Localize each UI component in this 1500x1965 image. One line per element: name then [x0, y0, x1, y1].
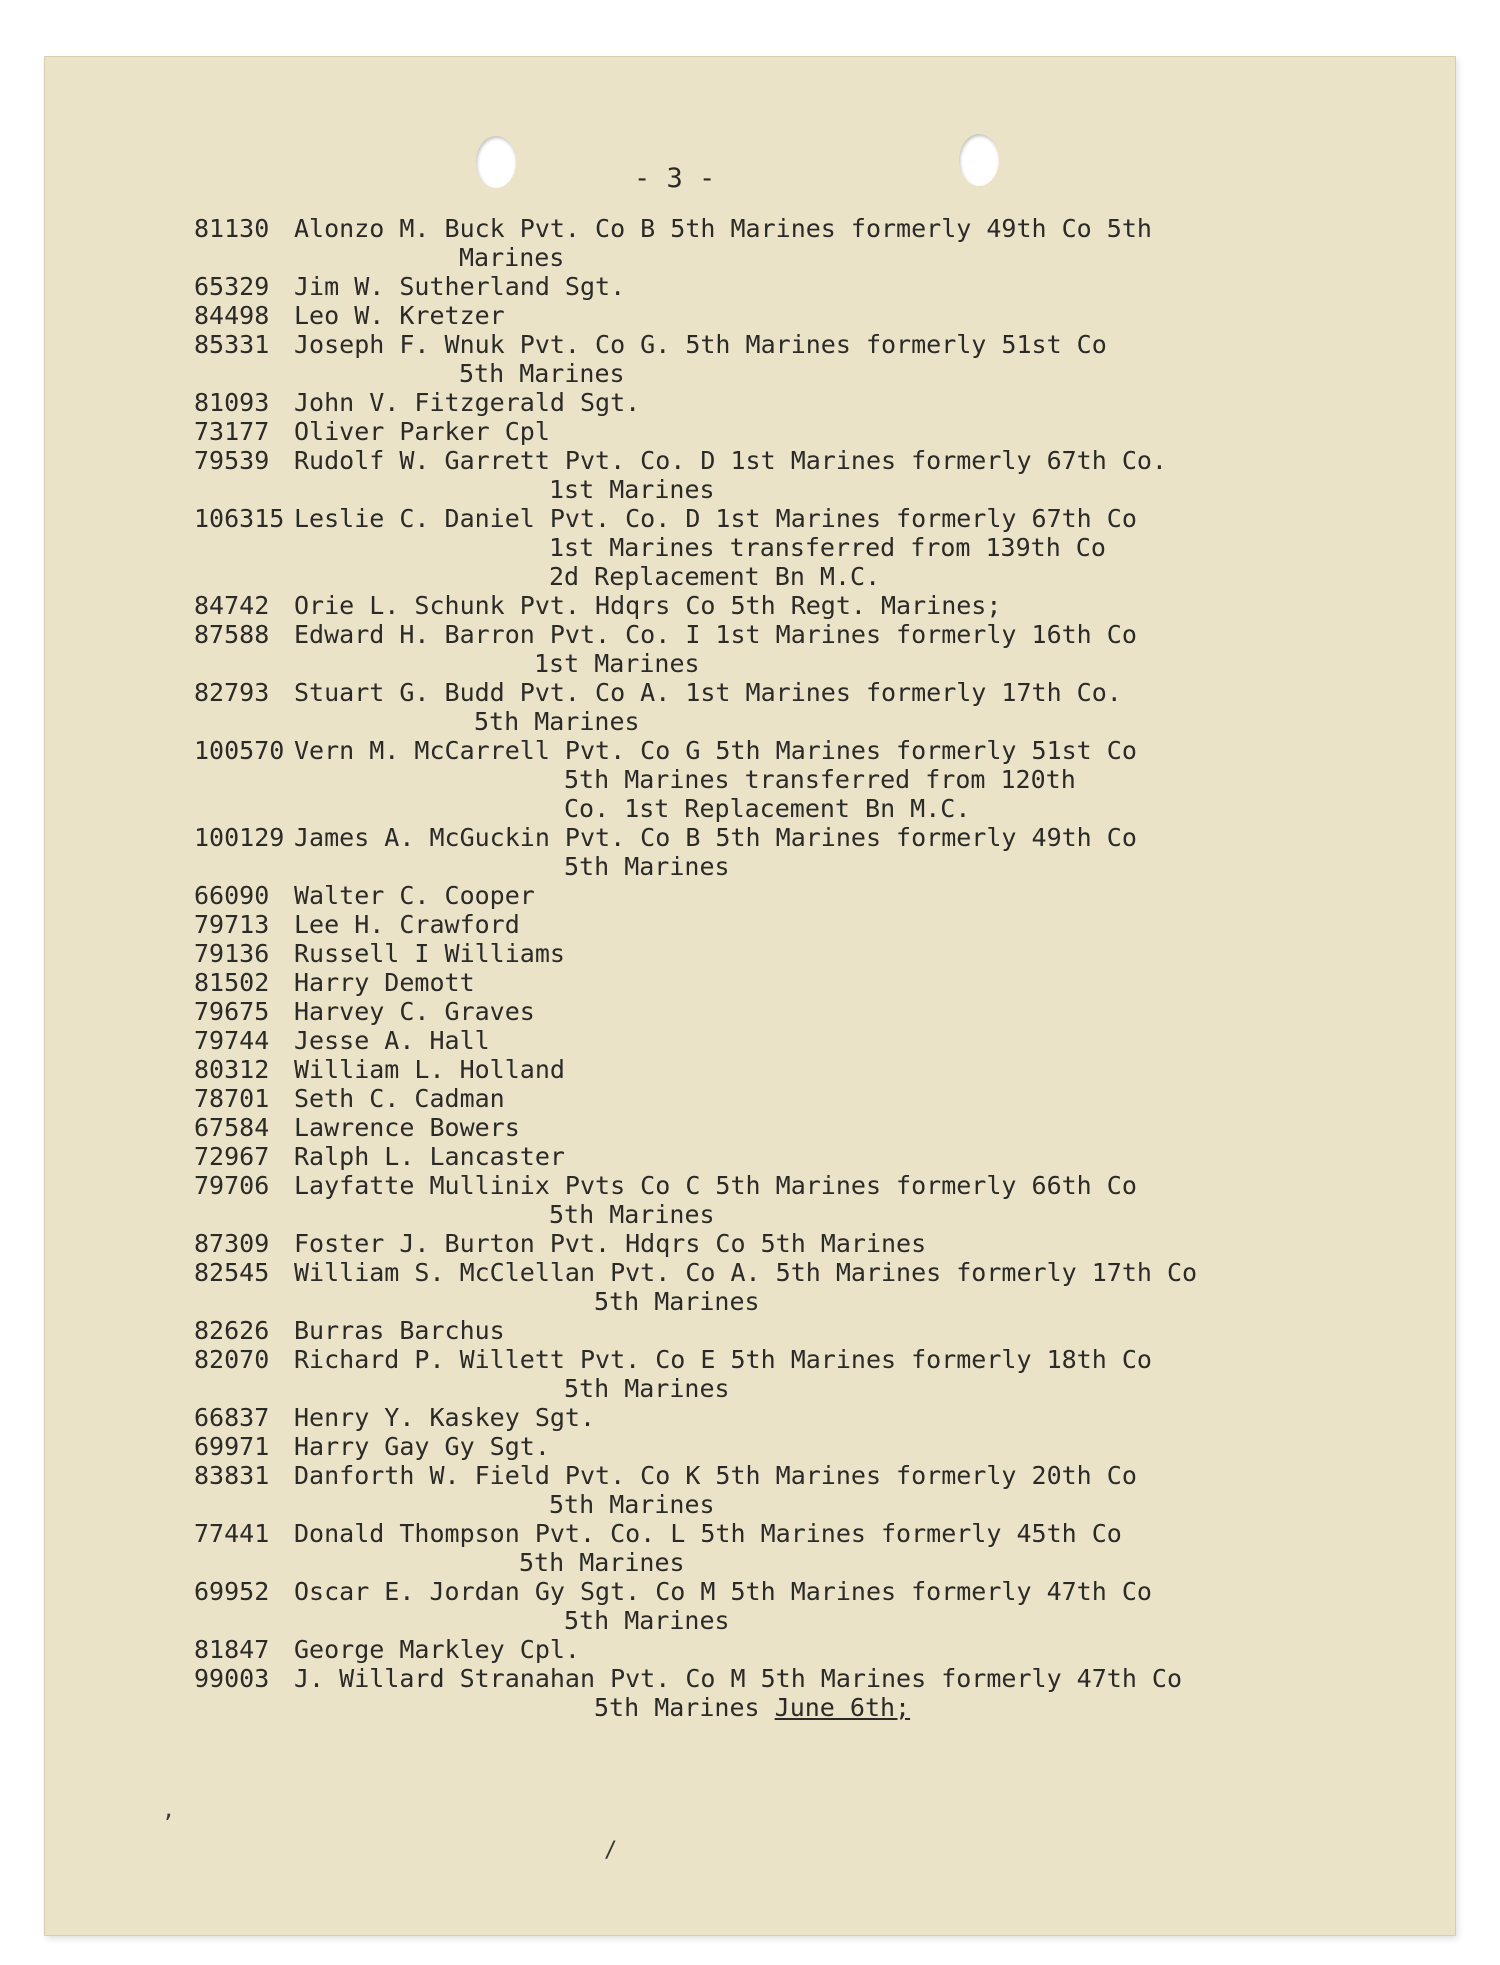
- roster-entry: [194, 1577, 1424, 1635]
- entry-text: Jesse A. Hall: [294, 1026, 490, 1055]
- pencil-dot-mark: ,: [162, 1798, 176, 1823]
- entry-body: [294, 1635, 1424, 1664]
- entry-text: Layfatte Mullinix Pvts Co C 5th Marines formerly 66th Co: [294, 1171, 1137, 1200]
- entry-continuation: [294, 1200, 1424, 1229]
- entry-text: Foster J. Burton Pvt. Hdqrs Co 5th Marines: [294, 1229, 927, 1258]
- entry-continuation: [294, 1548, 1424, 1577]
- entry-body: [294, 214, 1424, 272]
- entry-text: Burras Barchus: [294, 1316, 505, 1345]
- roster-entry: [194, 446, 1424, 504]
- entry-body: [294, 939, 1424, 968]
- roster-entry: [194, 881, 1424, 910]
- service-number: 67584: [194, 1113, 270, 1142]
- entry-body: [294, 620, 1424, 678]
- entry-text: Donald Thompson Pvt. Co. L 5th Marines formerly 45th Co: [294, 1519, 1122, 1548]
- entry-text: William S. McClellan Pvt. Co A. 5th Marines formerly 17th Co: [294, 1258, 1198, 1287]
- roster-entry: [194, 1084, 1424, 1113]
- service-number: 81502: [194, 968, 270, 997]
- entry-body: [294, 1026, 1424, 1055]
- entry-continuation: [294, 359, 1424, 388]
- entry-text: William L. Holland: [294, 1055, 565, 1084]
- roster-entry: [194, 968, 1424, 997]
- entry-body: [294, 1258, 1424, 1316]
- service-number: 79744: [194, 1026, 270, 1055]
- pencil-tick-mark: /: [604, 1838, 618, 1863]
- roster-entry: [194, 910, 1424, 939]
- entry-body: [294, 1084, 1424, 1113]
- roster-entry: [194, 1519, 1424, 1577]
- entry-continuation: [294, 1606, 1424, 1635]
- entry-body: [294, 1664, 1424, 1722]
- roster-entry: [194, 620, 1424, 678]
- continuation-text: 5th Marines: [564, 1374, 730, 1403]
- continuation-text: Marines: [459, 243, 565, 272]
- roster-entry: [194, 1055, 1424, 1084]
- entry-body: [294, 823, 1424, 881]
- service-number: 82070: [194, 1345, 270, 1374]
- entry-text: Vern M. McCarrell Pvt. Co G 5th Marines formerly 51st Co: [294, 736, 1137, 765]
- service-number: 84498: [194, 301, 270, 330]
- entry-body: [294, 678, 1424, 736]
- entry-text: Harry Demott: [294, 968, 475, 997]
- entry-body: [294, 1461, 1424, 1519]
- entry-text: Oliver Parker Cpl: [294, 417, 550, 446]
- entry-body: [294, 504, 1424, 591]
- service-number: 79706: [194, 1171, 270, 1200]
- roster-entry: [194, 1345, 1424, 1403]
- roster-entry: [194, 1316, 1424, 1345]
- entry-body: [294, 910, 1424, 939]
- service-number: 80312: [194, 1055, 270, 1084]
- entry-text: Rudolf W. Garrett Pvt. Co. D 1st Marines formerly 67th Co.: [294, 446, 1167, 475]
- entry-text: Henry Y. Kaskey Sgt.: [294, 1403, 596, 1432]
- entry-body: [294, 1432, 1424, 1461]
- entry-body: [294, 301, 1424, 330]
- continuation-text: 5th Marines transferred from 120th: [564, 765, 1076, 794]
- entry-body: [294, 272, 1424, 301]
- entry-text: George Markley Cpl.: [294, 1635, 580, 1664]
- entry-body: [294, 736, 1424, 823]
- entry-text: Ralph L. Lancaster: [294, 1142, 565, 1171]
- entry-continuation: [294, 243, 1424, 272]
- entry-body: [294, 1142, 1424, 1171]
- roster-entry: [194, 1403, 1424, 1432]
- service-number: 81130: [194, 214, 270, 243]
- entry-text: Seth C. Cadman: [294, 1084, 505, 1113]
- continuation-text: 5th Marines: [459, 359, 625, 388]
- service-number: 87588: [194, 620, 270, 649]
- entry-body: [294, 446, 1424, 504]
- entry-continuation: [294, 852, 1424, 881]
- roster-entry: [194, 504, 1424, 591]
- entry-text: Richard P. Willett Pvt. Co E 5th Marines formerly 18th Co: [294, 1345, 1152, 1374]
- service-number: 81847: [194, 1635, 270, 1664]
- entry-body: [294, 997, 1424, 1026]
- entry-continuation: [294, 649, 1424, 678]
- roster-entry: [194, 1229, 1424, 1258]
- roster-entry: [194, 388, 1424, 417]
- continuation-text: 5th Marines: [594, 1693, 760, 1722]
- roster-entry: [194, 939, 1424, 968]
- entry-text: Joseph F. Wnuk Pvt. Co G. 5th Marines formerly 51st Co: [294, 330, 1107, 359]
- entry-body: [294, 1316, 1424, 1345]
- service-number: 83831: [194, 1461, 270, 1490]
- entry-body: [294, 1403, 1424, 1432]
- entry-text: Harry Gay Gy Sgt.: [294, 1432, 550, 1461]
- entry-text: Russell I Williams: [294, 939, 565, 968]
- service-number: 65329: [194, 272, 270, 301]
- service-number: 66837: [194, 1403, 270, 1432]
- service-number: 73177: [194, 417, 270, 446]
- service-number: 79675: [194, 997, 270, 1026]
- continuation-text: 2d Replacement Bn M.C.: [549, 562, 881, 591]
- entry-continuation: [294, 1374, 1424, 1403]
- entry-text: Jim W. Sutherland Sgt.: [294, 272, 626, 301]
- service-number: 99003: [194, 1664, 270, 1693]
- entry-text: Edward H. Barron Pvt. Co. I 1st Marines formerly 16th Co: [294, 620, 1137, 649]
- service-number: 72967: [194, 1142, 270, 1171]
- roster-entry: [194, 1258, 1424, 1316]
- service-number: 82793: [194, 678, 270, 707]
- entry-text: Leo W. Kretzer: [294, 301, 505, 330]
- entry-continuation: [294, 533, 1424, 562]
- entry-continuation: [294, 794, 1424, 823]
- roster-entry: [194, 1142, 1424, 1171]
- service-number: 69952: [194, 1577, 270, 1606]
- entry-continuation: [294, 1287, 1424, 1316]
- entry-continuation: [294, 1490, 1424, 1519]
- roster-entry: [194, 1664, 1424, 1722]
- continuation-text: 1st Marines: [534, 649, 700, 678]
- service-number: 81093: [194, 388, 270, 417]
- entry-body: [294, 968, 1424, 997]
- entry-text: John V. Fitzgerald Sgt.: [294, 388, 641, 417]
- continuation-text: Co. 1st Replacement Bn M.C.: [564, 794, 971, 823]
- continuation-text: 5th Marines: [564, 1606, 730, 1635]
- roster-entry: [194, 1171, 1424, 1229]
- entry-text: Lawrence Bowers: [294, 1113, 520, 1142]
- entry-continuation: [294, 475, 1424, 504]
- entry-body: [294, 417, 1424, 446]
- entry-text: Leslie C. Daniel Pvt. Co. D 1st Marines formerly 67th Co: [294, 504, 1137, 533]
- service-number: 85331: [194, 330, 270, 359]
- service-number: 100570: [194, 736, 285, 765]
- roster-entry: [194, 1113, 1424, 1142]
- entry-body: [294, 1519, 1424, 1577]
- entry-text: Harvey C. Graves: [294, 997, 535, 1026]
- entry-text: Walter C. Cooper: [294, 881, 535, 910]
- continuation-text: 5th Marines: [549, 1200, 715, 1229]
- service-number: 106315: [194, 504, 285, 533]
- document-page: [44, 56, 1456, 1936]
- entry-body: [294, 1113, 1424, 1142]
- service-number: 100129: [194, 823, 285, 852]
- entry-text: Danforth W. Field Pvt. Co K 5th Marines formerly 20th Co: [294, 1461, 1137, 1490]
- continuation-text: 1st Marines transferred from 139th Co: [549, 533, 1106, 562]
- underlined-date: June 6th;: [774, 1693, 911, 1722]
- page-number: - 3 -: [634, 163, 716, 194]
- entry-text: J. Willard Stranahan Pvt. Co M 5th Marines formerly 47th Co: [294, 1664, 1183, 1693]
- roster-entry: [194, 330, 1424, 388]
- service-number: 66090: [194, 881, 270, 910]
- continuation-text: 5th Marines: [594, 1287, 760, 1316]
- roster-entry: [194, 591, 1424, 620]
- roster-entry: [194, 272, 1424, 301]
- service-number: 77441: [194, 1519, 270, 1548]
- roster-entry: [194, 736, 1424, 823]
- service-number: 84742: [194, 591, 270, 620]
- service-number: 79539: [194, 446, 270, 475]
- entry-body: [294, 1171, 1424, 1229]
- roster-entry: [194, 301, 1424, 330]
- entry-continuation: [294, 562, 1424, 591]
- roster-entry: [194, 214, 1424, 272]
- entry-body: [294, 330, 1424, 388]
- entry-body: [294, 591, 1424, 620]
- service-number: 82545: [194, 1258, 270, 1287]
- entry-text: James A. McGuckin Pvt. Co B 5th Marines formerly 49th Co: [294, 823, 1137, 852]
- entry-body: [294, 881, 1424, 910]
- entry-text: Alonzo M. Buck Pvt. Co B 5th Marines formerly 49th Co 5th: [294, 214, 1152, 243]
- continuation-text: 5th Marines: [549, 1490, 715, 1519]
- roster-entry: [194, 678, 1424, 736]
- continuation-text: 5th Marines: [474, 707, 640, 736]
- entry-text: Orie L. Schunk Pvt. Hdqrs Co 5th Regt. Marines;: [294, 591, 1002, 620]
- continuation-text: 5th Marines: [519, 1548, 685, 1577]
- roster-entry: [194, 1432, 1424, 1461]
- entry-continuation: [294, 765, 1424, 794]
- roster-entry: [194, 1461, 1424, 1519]
- service-number: 87309: [194, 1229, 270, 1258]
- roster-entry: [194, 1635, 1424, 1664]
- service-number: 82626: [194, 1316, 270, 1345]
- entry-body: [294, 1229, 1424, 1258]
- roster-entry: [194, 1026, 1424, 1055]
- punch-hole-left: [476, 136, 516, 188]
- entry-body: [294, 1577, 1424, 1635]
- continuation-text: 1st Marines: [549, 475, 715, 504]
- entry-text: Stuart G. Budd Pvt. Co A. 1st Marines formerly 17th Co.: [294, 678, 1122, 707]
- entry-body: [294, 388, 1424, 417]
- entry-continuation: [294, 707, 1424, 736]
- entry-body: [294, 1345, 1424, 1403]
- continuation-text: 5th Marines: [564, 852, 730, 881]
- roster-list: [194, 214, 1424, 1722]
- punch-hole-right: [959, 134, 999, 186]
- service-number: 78701: [194, 1084, 270, 1113]
- entry-continuation: [294, 1693, 1424, 1722]
- roster-entry: [194, 417, 1424, 446]
- entry-text: Lee H. Crawford: [294, 910, 520, 939]
- roster-entry: [194, 997, 1424, 1026]
- service-number: 79136: [194, 939, 270, 968]
- service-number: 79713: [194, 910, 270, 939]
- entry-text: Oscar E. Jordan Gy Sgt. Co M 5th Marines formerly 47th Co: [294, 1577, 1152, 1606]
- roster-entry: [194, 823, 1424, 881]
- entry-body: [294, 1055, 1424, 1084]
- service-number: 69971: [194, 1432, 270, 1461]
